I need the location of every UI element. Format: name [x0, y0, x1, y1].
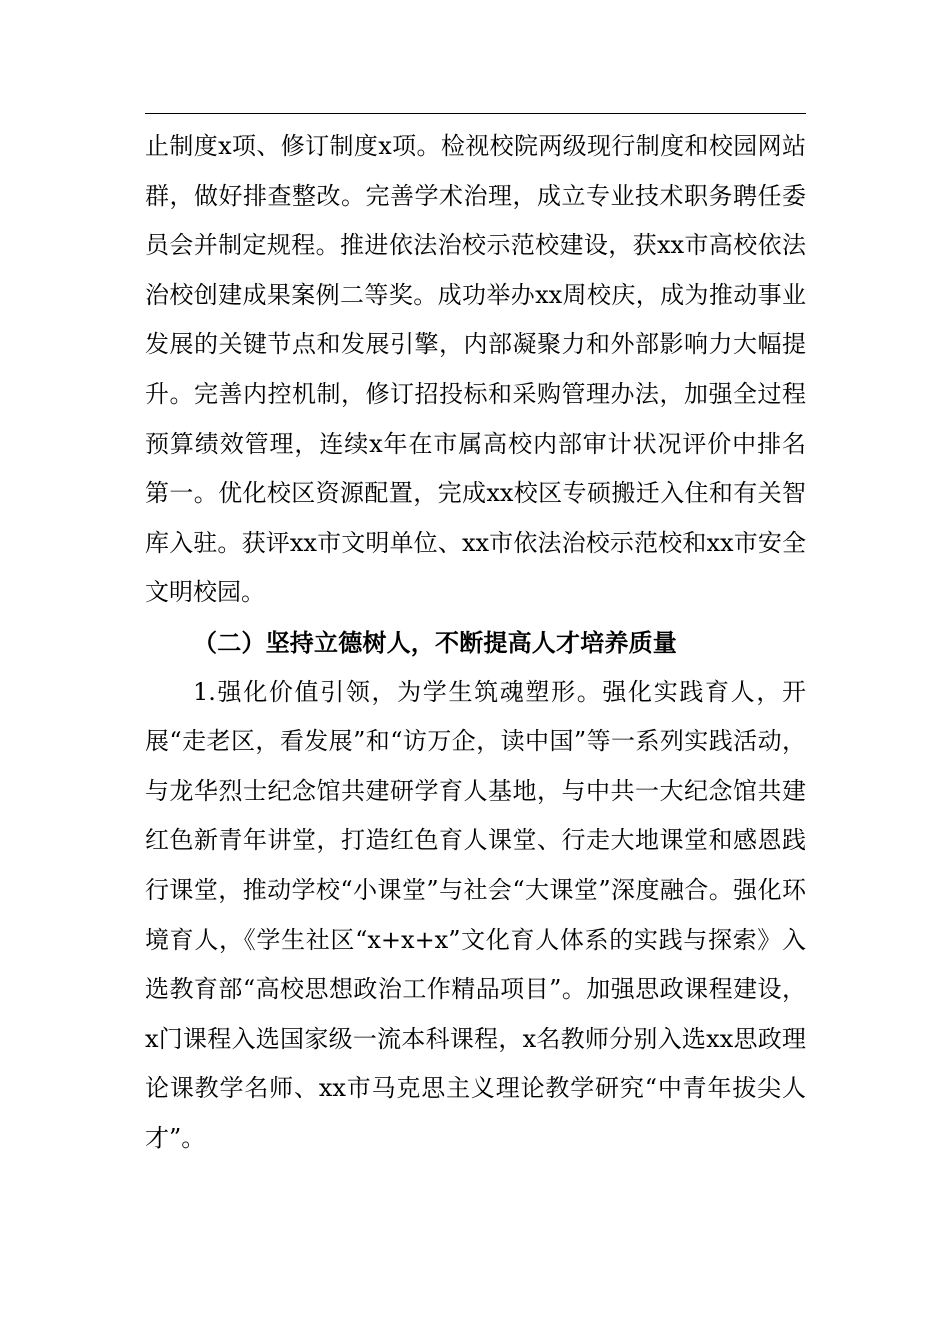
section-heading: （二）坚持立德树人，不断提高人才培养质量 [193, 627, 677, 657]
document-body [145, 122, 806, 1163]
header-rule [145, 113, 806, 114]
paragraph-continuation: 止制度x项、修订制度x项。检视校院两级现行制度和校园网站群，做好排查整改。完善学术治理，成立专业技术职务聘任委员会并制定规程。推进依法治校示范校建设，获xx市高校依法治校创建成果案例二等奖。成功举办xx周校庆，成为推动事业发展的关键节点和发展引擎，内部凝聚力和外部影响力大幅提升。完善内控机制，修订招投标和采购管理办法，加强全过程预算绩效管理，连续x年在市属高校内部审计状况评价中排名第一。优化校区资源配置，完成xx校区专硕搬迁入住和有关智库入驻。获评xx市文明单位、xx市依法治校示范校和xx市安全文明校园。 [145, 132, 806, 607]
paragraph-value-guidance: 1.强化价值引领，为学生筑魂塑形。强化实践育人，开展“走老区，看发展”和“访万企，读中国”等一系列实践活动，与龙华烈士纪念馆共建研学育人基地，与中共一大纪念馆共建红色新青年讲堂，打造红色育人课堂、行走大地课堂和感恩践行课堂，推动学校“小课堂”与社会“大课堂”深度融合。强化环境育人，《学生社区“x+x+x”文化育人体系的实践与探索》入选教育部“高校思想政治工作精品项目”。加强思政课程建设，x门课程入选国家级一流本科课程，x名教师分别入选xx思政理论课教学名师、xx市马克思主义理论教学研究“中青年拔尖人才”。 [145, 677, 806, 1152]
